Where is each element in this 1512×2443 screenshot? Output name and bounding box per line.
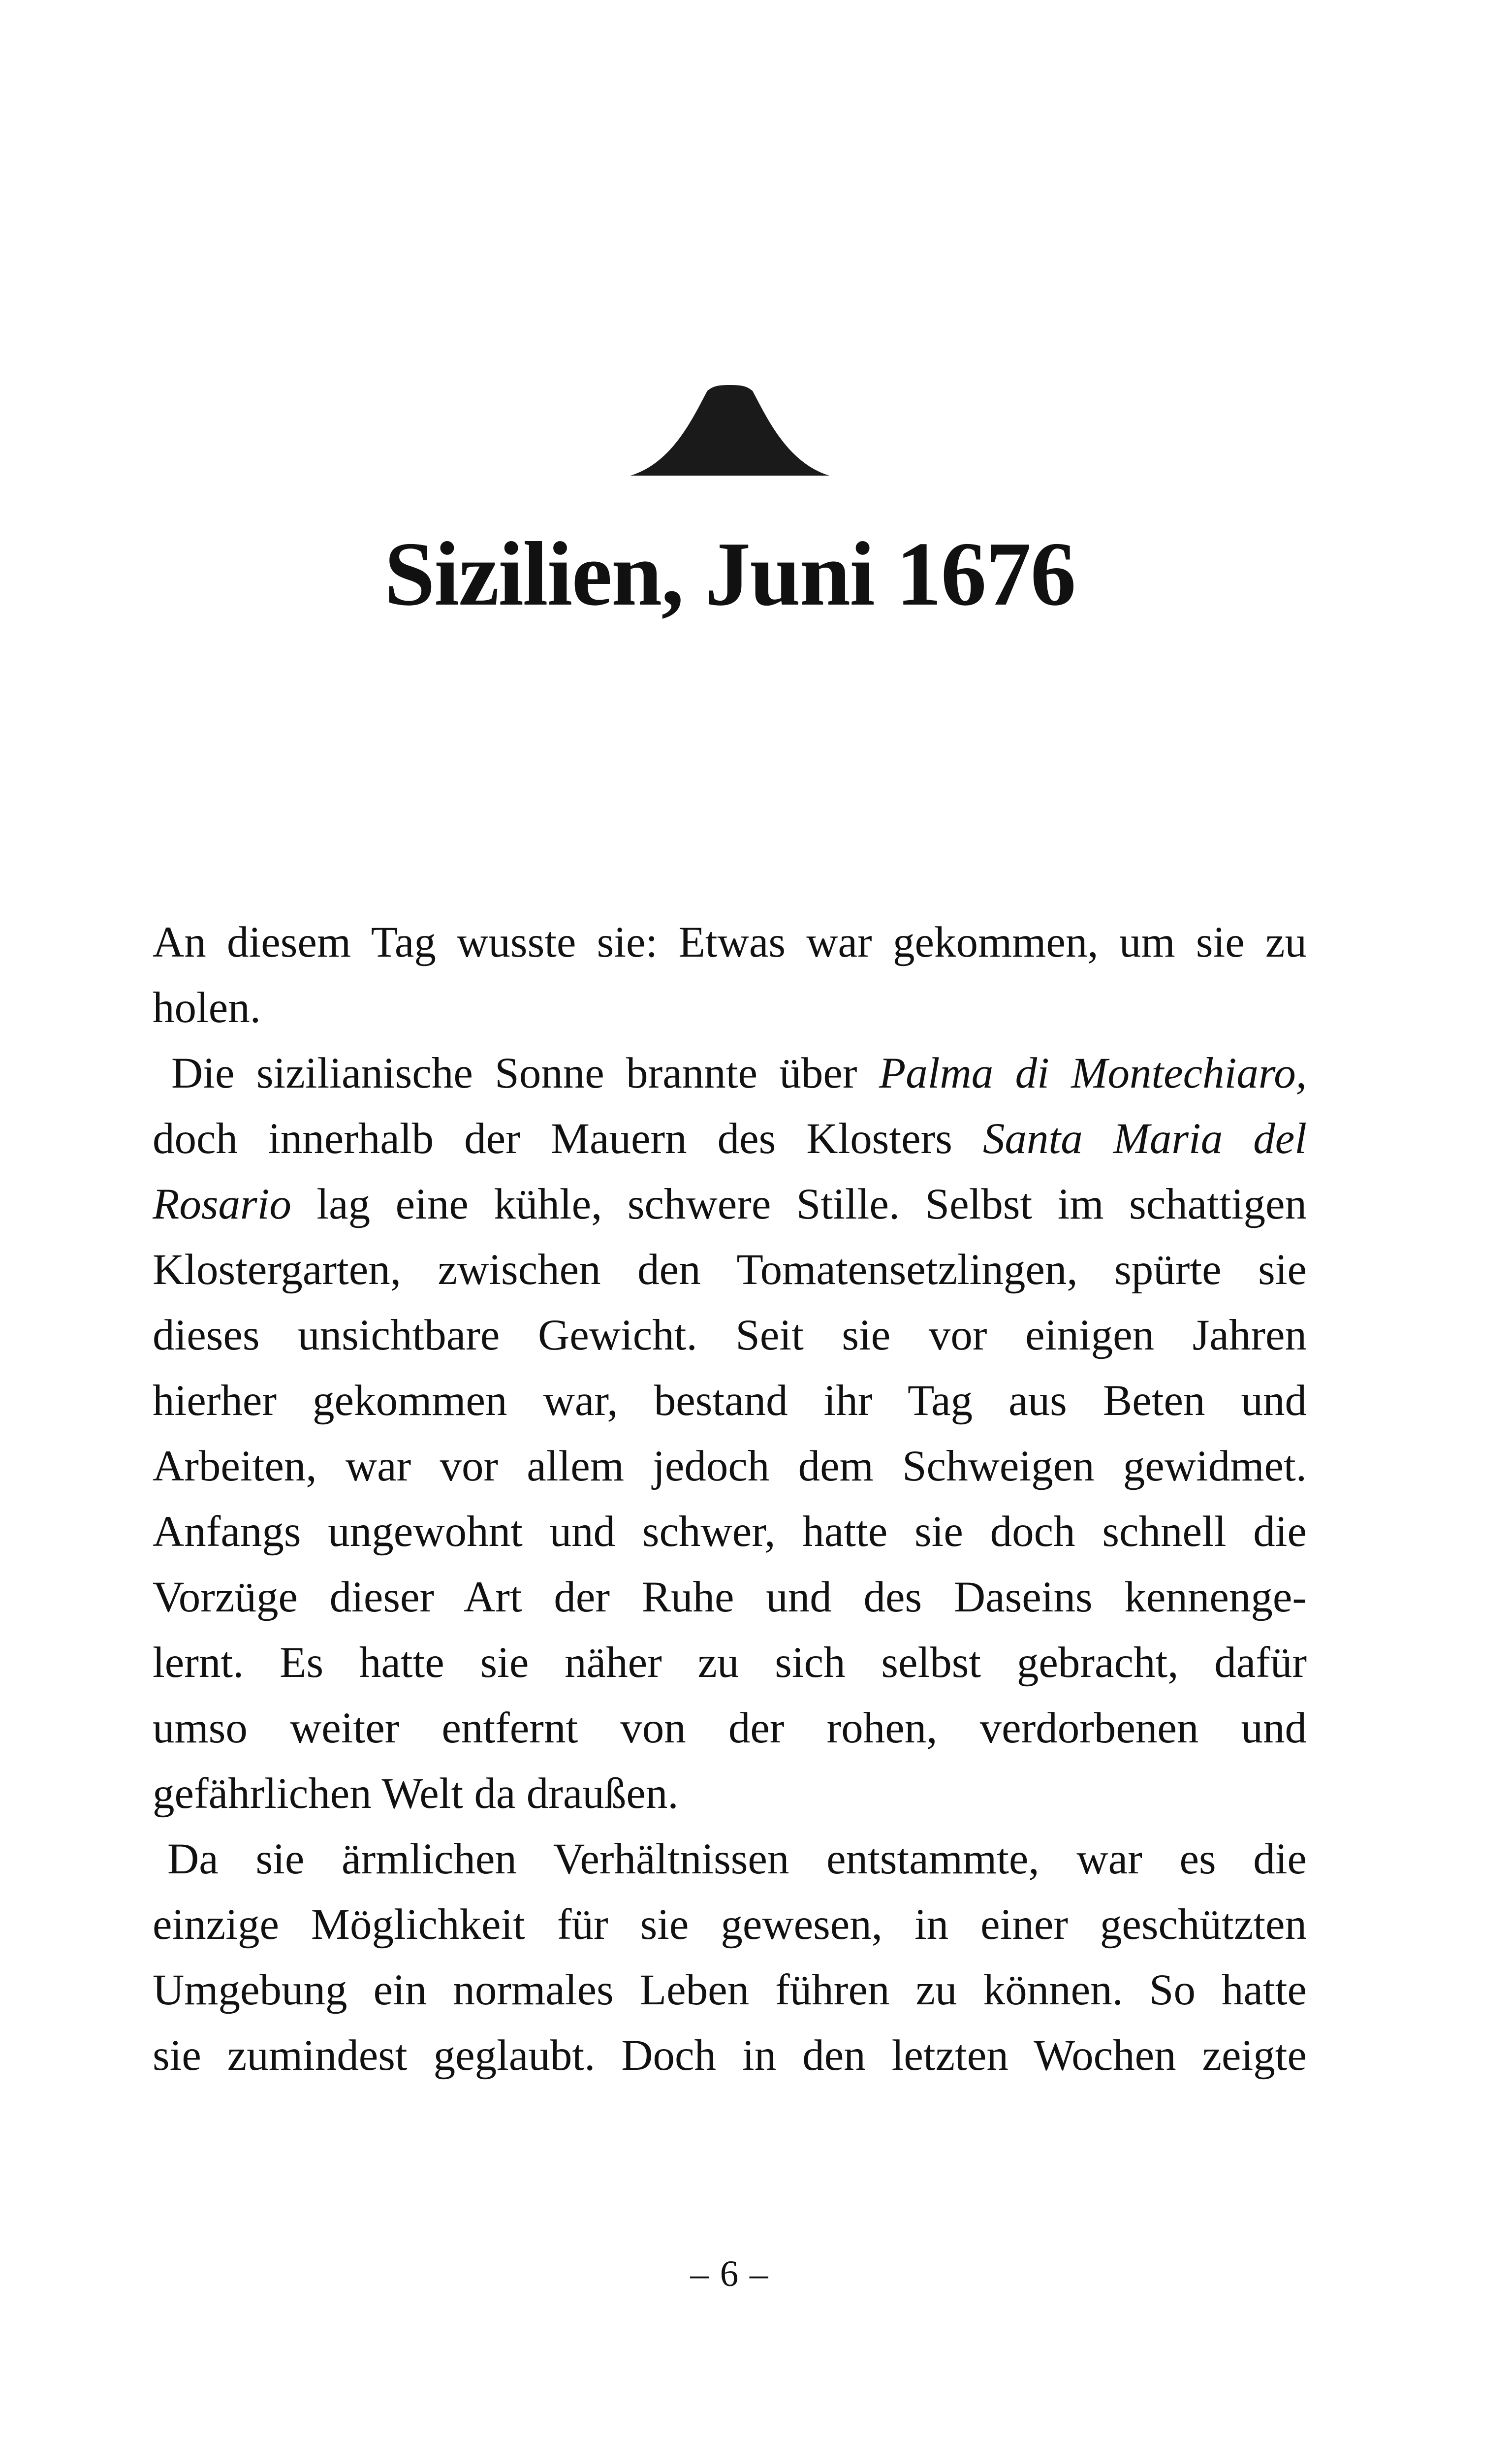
text-segment: holen. xyxy=(153,984,261,1032)
text-line xyxy=(153,1958,1307,2023)
page-text xyxy=(153,910,1307,2089)
italic-text-segment: Rosario xyxy=(153,1180,291,1228)
book-page xyxy=(153,0,1307,2443)
italic-text-segment: Santa Maria del xyxy=(982,1115,1307,1163)
text-line xyxy=(153,1106,1307,1172)
page-number: – 6 – xyxy=(690,2253,769,2294)
text-segment: dieses unsichtbare Gewicht. Seit sie vor einigen Jahren xyxy=(153,1311,1307,1359)
chapter-ornament xyxy=(153,384,1307,478)
text-segment: An diesem Tag wusste sie: Etwas war gekommen, um sie zu xyxy=(153,918,1307,966)
text-segment: Umgebung ein normales Leben führen zu können. So hatte xyxy=(153,1966,1307,2014)
text-line xyxy=(153,910,1307,975)
text-segment: Die sizilianische Sonne brannte über xyxy=(171,1049,879,1097)
text-line xyxy=(153,1892,1307,1958)
text-line xyxy=(153,1368,1307,1434)
text-segment: Arbeiten, war vor allem jedoch dem Schweigen gewidmet. xyxy=(153,1442,1307,1490)
text-segment: Da sie ärmlichen Verhältnissen entstammte, war es die xyxy=(167,1835,1307,1883)
text-line xyxy=(153,1630,1307,1696)
text-segment: lernt. Es hatte sie näher zu sich selbst gebracht, dafür xyxy=(153,1639,1307,1687)
chapter-title: Sizilien, Juni 1676 xyxy=(384,523,1075,625)
text-segment: Klostergarten, zwischen den Tomatensetzlingen, spürte sie xyxy=(153,1246,1307,1294)
text-line xyxy=(153,1237,1307,1303)
text-segment: umso weiter entfernt von der rohen, verdorbenen und xyxy=(153,1704,1307,1752)
text-segment: gefährlichen Welt da draußen. xyxy=(153,1769,679,1818)
text-line xyxy=(153,2023,1307,2089)
text-segment: hierher gekommen war, bestand ihr Tag aus Beten und xyxy=(153,1377,1307,1425)
italic-text-segment: Palma di Montechiaro, xyxy=(879,1049,1307,1097)
text-line xyxy=(153,1565,1307,1630)
text-segment: einzige Möglichkeit für sie gewesen, in einer geschützten xyxy=(153,1900,1307,1949)
text-line xyxy=(153,1172,1307,1237)
text-segment: lag eine kühle, schwere Stille. Selbst im schattigen xyxy=(291,1180,1307,1228)
text-line xyxy=(153,1434,1307,1499)
text-segment: Anfangs ungewohnt und schwer, hatte sie doch schnell die xyxy=(153,1508,1307,1556)
text-segment: sie zumindest geglaubt. Doch in den letzten Wochen zeigte xyxy=(153,2031,1307,2080)
text-line xyxy=(153,1761,1307,1827)
text-segment: doch innerhalb der Mauern des Klosters xyxy=(153,1115,983,1163)
text-segment: Vorzüge dieser Art der Ruhe und des Daseins kennenge- xyxy=(153,1573,1307,1621)
text-line xyxy=(153,975,1307,1041)
text-line xyxy=(153,1303,1307,1368)
text-line xyxy=(153,1827,1307,1892)
text-line xyxy=(153,1499,1307,1565)
volcano-icon xyxy=(630,384,829,476)
text-line xyxy=(153,1696,1307,1761)
text-line xyxy=(153,1041,1307,1106)
